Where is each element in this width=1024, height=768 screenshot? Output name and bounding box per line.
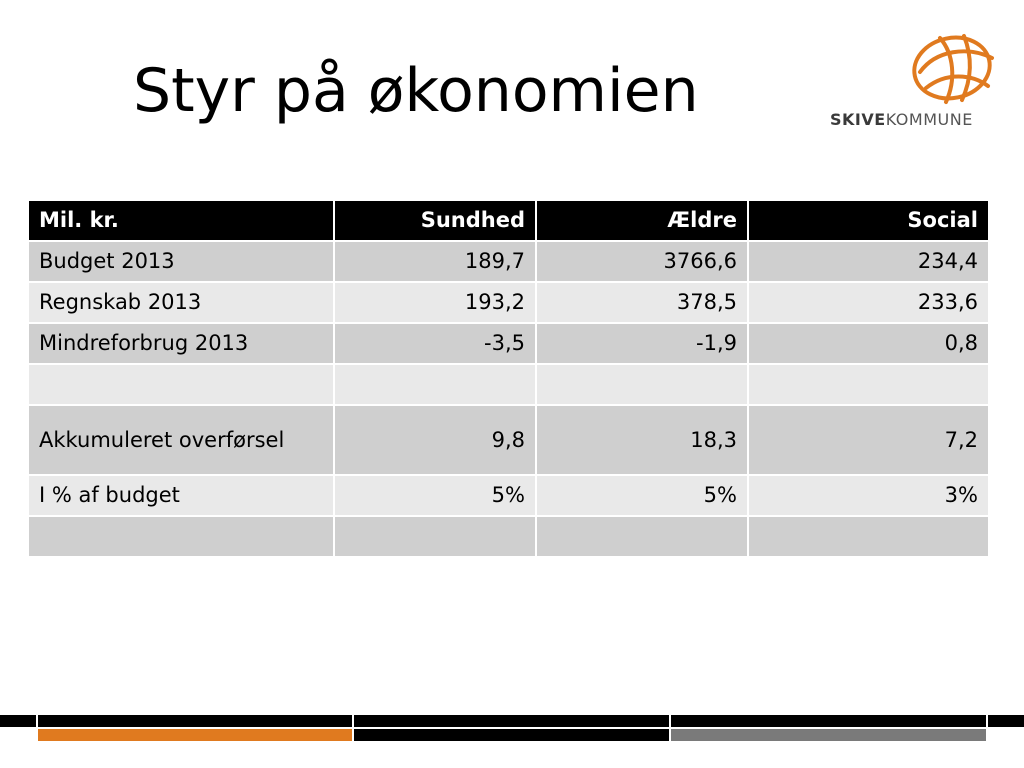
cell-aeldre: 378,5 — [536, 282, 748, 323]
row-label: I % af budget — [28, 475, 334, 516]
cell-sundhed: 189,7 — [334, 241, 536, 282]
cell-social — [748, 516, 989, 557]
logo-wordmark-bold: SKIVE — [830, 110, 886, 129]
slide-title: Styr på økonomien — [133, 56, 699, 126]
header-cell-aeldre: Ældre — [536, 200, 748, 241]
cell-sundhed: 9,8 — [334, 405, 536, 475]
table-row-empty — [28, 364, 989, 405]
cell-sundhed: 193,2 — [334, 282, 536, 323]
logo-wordmark — [830, 110, 973, 129]
row-label: Budget 2013 — [28, 241, 334, 282]
row-label — [28, 364, 334, 405]
table-row — [28, 323, 989, 364]
cell-aeldre — [536, 516, 748, 557]
cell-social: 233,6 — [748, 282, 989, 323]
budget-table — [27, 199, 990, 558]
logo-swirl-icon — [906, 28, 998, 108]
cell-sundhed: -3,5 — [334, 323, 536, 364]
logo-wordmark-regular: KOMMUNE — [885, 110, 973, 129]
table-row — [28, 405, 989, 475]
cell-aeldre: 3766,6 — [536, 241, 748, 282]
footer-decoration — [0, 715, 1024, 743]
header-cell-social: Social — [748, 200, 989, 241]
footer-bar-orange — [38, 729, 352, 741]
cell-social — [748, 364, 989, 405]
cell-sundhed — [334, 516, 536, 557]
table-header-row — [28, 200, 989, 241]
skive-kommune-logo — [826, 28, 998, 132]
cell-sundhed — [334, 364, 536, 405]
header-cell-sundhed: Sundhed — [334, 200, 536, 241]
footer-bar-gray — [671, 729, 986, 741]
table-row — [28, 475, 989, 516]
cell-social: 234,4 — [748, 241, 989, 282]
footer-divider — [986, 715, 988, 743]
cell-aeldre: -1,9 — [536, 323, 748, 364]
row-label: Akkumuleret overførsel — [28, 405, 334, 475]
row-label: Regnskab 2013 — [28, 282, 334, 323]
cell-aeldre: 18,3 — [536, 405, 748, 475]
cell-aeldre: 5% — [536, 475, 748, 516]
cell-social: 0,8 — [748, 323, 989, 364]
table-row-empty — [28, 516, 989, 557]
cell-social: 3% — [748, 475, 989, 516]
table-row — [28, 282, 989, 323]
table-row — [28, 241, 989, 282]
row-label — [28, 516, 334, 557]
footer-bar-top — [0, 715, 1024, 727]
header-cell-unit: Mil. kr. — [28, 200, 334, 241]
cell-aeldre — [536, 364, 748, 405]
cell-social: 7,2 — [748, 405, 989, 475]
row-label: Mindreforbrug 2013 — [28, 323, 334, 364]
cell-sundhed: 5% — [334, 475, 536, 516]
footer-bar-black — [354, 729, 669, 741]
